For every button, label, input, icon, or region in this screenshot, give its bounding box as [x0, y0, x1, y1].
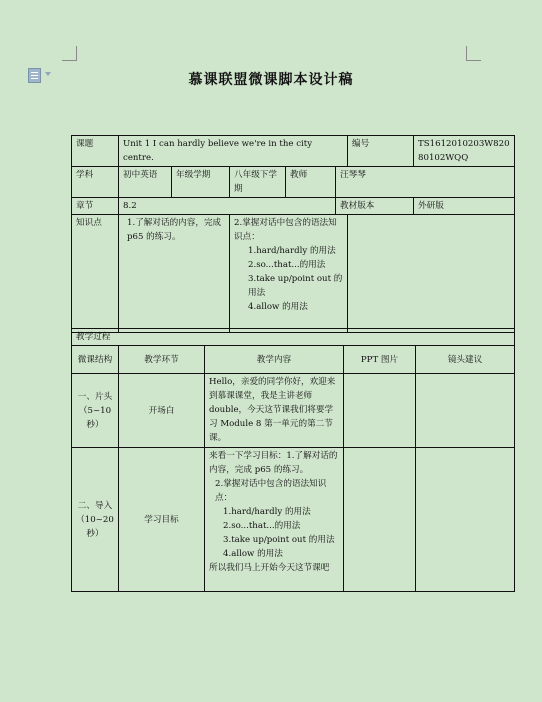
row-structure[interactable]: 二、导入（10~20秒）: [72, 448, 119, 592]
row-step[interactable]: 开场白: [119, 374, 205, 448]
page-corner-mark-left: [62, 46, 77, 61]
header-camera: 镜头建议: [416, 346, 515, 374]
knowledge-right[interactable]: [230, 215, 348, 333]
content-item: 1.hard/hardly 的用法: [223, 507, 311, 517]
knowledge-right-title: 2.掌握对话中包含的语法知识点：: [234, 218, 337, 242]
table-row: [72, 448, 515, 592]
document-title: 慕课联盟微课脚本设计稿: [188, 72, 354, 88]
row-content[interactable]: [205, 448, 344, 592]
teacher-value[interactable]: 汪琴琴: [336, 167, 515, 198]
knowledge-item: 2.so...that...的用法: [248, 260, 326, 270]
content-outro: 所以我们马上开始今天这节课吧: [209, 563, 330, 573]
knowledge-item: 4.allow 的用法: [248, 302, 308, 312]
subject-label: 学科: [72, 167, 119, 198]
knowledge-left[interactable]: 1.了解对话的内容，完成 p65 的练习。: [119, 215, 230, 333]
content-item: 2.so...that...的用法: [223, 521, 301, 531]
header-step: 教学环节: [119, 346, 205, 374]
process-table: [71, 328, 515, 592]
knowledge-item: 3.take up/point out 的用法: [248, 274, 343, 298]
header-ppt: PPT 图片: [344, 346, 416, 374]
topic-label: 课题: [72, 136, 119, 167]
code-label: 编号: [348, 136, 414, 167]
chapter-value[interactable]: 8.2: [119, 198, 336, 215]
header-content: 教学内容: [205, 346, 344, 374]
content-item: 4.allow 的用法: [223, 549, 283, 559]
term-label: 年级学期: [172, 167, 230, 198]
content-item: 3.take up/point out 的用法: [223, 535, 335, 545]
edition-value[interactable]: 外研版: [414, 198, 515, 215]
knowledge-label: 知识点: [72, 215, 119, 333]
process-heading: 教学过程: [72, 329, 515, 346]
content-point: 2.掌握对话中包含的语法知识点：: [215, 479, 327, 503]
subject-value[interactable]: 初中英语: [119, 167, 172, 198]
header-structure: 微课结构: [72, 346, 119, 374]
page-corner-mark-right: [466, 46, 481, 61]
row-content[interactable]: Hello，亲爱的同学你好，欢迎来到慕课课堂，我是主讲老师double，今天这节课我们将要学习 Module 8 第一单元的第二节课。: [205, 374, 344, 448]
info-table: [71, 135, 515, 333]
chapter-label: 章节: [72, 198, 119, 215]
knowledge-empty[interactable]: [348, 215, 515, 333]
edition-label: 教材版本: [336, 198, 414, 215]
row-ppt[interactable]: [344, 374, 416, 448]
content-intro: 来看一下学习目标：1.了解对话的内容，完成 p65 的练习。: [209, 451, 338, 475]
table-row: [72, 374, 515, 448]
term-value[interactable]: 八年级下学期: [230, 167, 286, 198]
code-value[interactable]: TS1612010203W82080102WQQ: [414, 136, 515, 167]
row-camera[interactable]: [416, 374, 515, 448]
row-camera[interactable]: [416, 448, 515, 592]
row-ppt[interactable]: [344, 448, 416, 592]
teacher-label: 教师: [286, 167, 336, 198]
row-structure[interactable]: 一、片头（5~10秒）: [72, 374, 119, 448]
topic-value[interactable]: Unit 1 I can hardly believe we're in the city centre.: [119, 136, 348, 167]
knowledge-item: 1.hard/hardly 的用法: [248, 246, 336, 256]
row-step[interactable]: 学习目标: [119, 448, 205, 592]
